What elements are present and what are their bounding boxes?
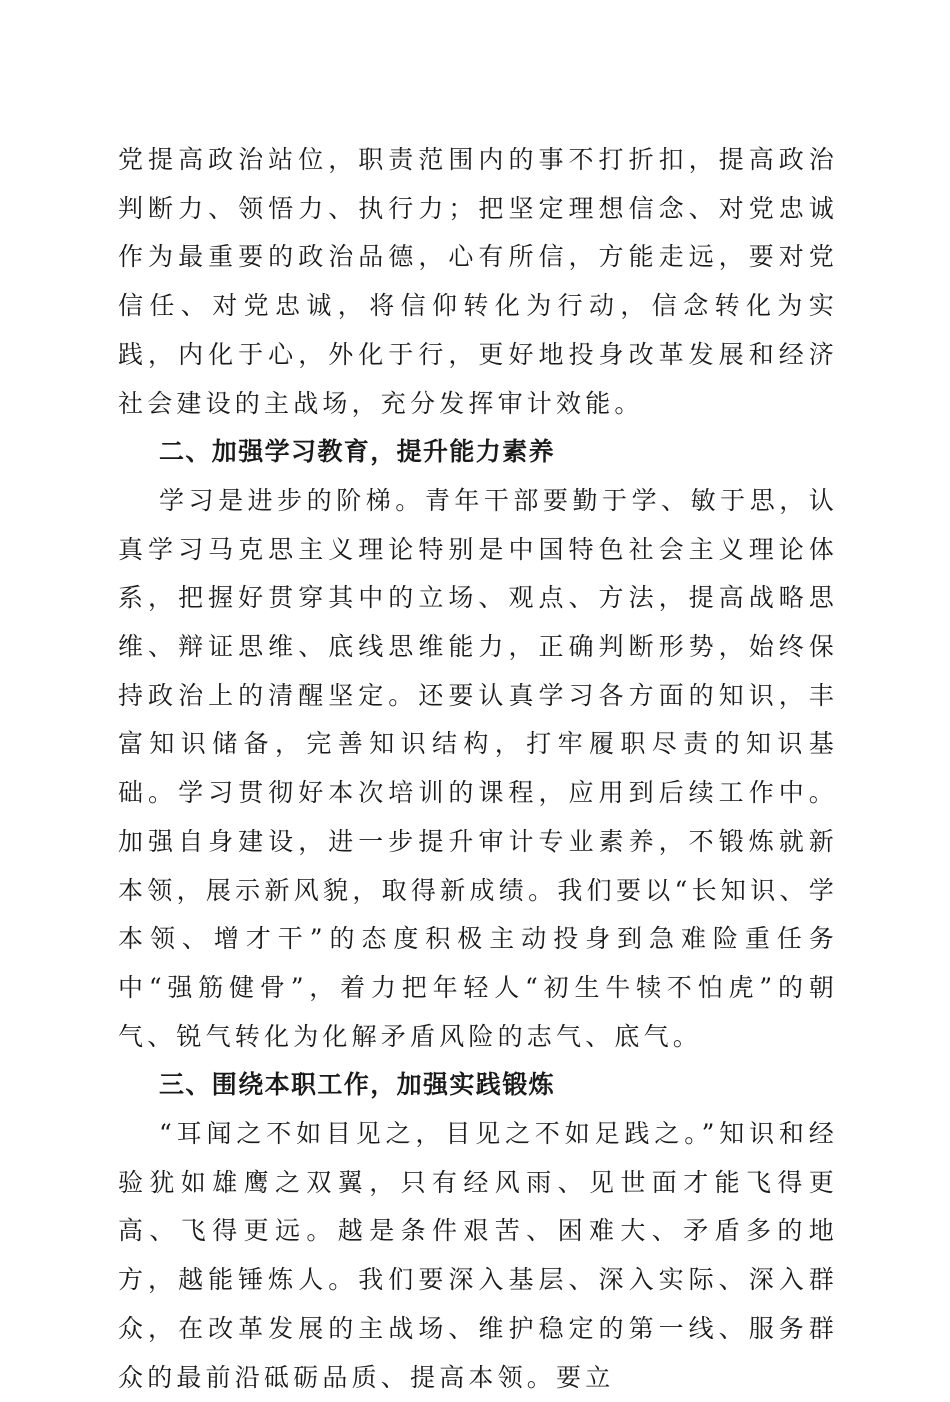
section-heading-study: 二、加强学习教育，提升能力素养 [159,437,556,467]
paragraph-political-loyalty: 党提高政治站位，职责范围内的事不打折扣，提高政治判断力、领悟力、执行力；把坚定理想信念、对党忠诚作为最重要的政治品德，心有所信，方能走远，要对党信任、对党忠诚，将信仰转化为行动，信念转化为实践，内化于心，外化于行，更好地投身改革发展和经济社会建设的主战场，充分发挥审计效能。 [118,145,838,418]
section-heading-practice: 三、围绕本职工作，加强实践锻炼 [159,1070,556,1100]
paragraph-practice-training: “耳闻之不如目见之，目见之不如足践之。”知识和经验犹如雄鹰之双翼，只有经风雨、见世面才能飞得更高、飞得更远。越是条件艰苦、困难大、矛盾多的地方，越能锤炼人。我们要深入基层、深入实际、深入群众，在改革发展的主战场、维护稳定的第一线、服务群众的最前沿砥砺品质、提高本领。要立 [118,1119,838,1392]
document-body [118,136,838,1402]
paragraph-study-education: 学习是进步的阶梯。青年干部要勤于学、敏于思，认真学习马克思主义理论特别是中国特色社会主义理论体系，把握好贯穿其中的立场、观点、方法，提高战略思维、辩证思维、底线思维能力，正确判断形势，始终保持政治上的清醒坚定。还要认真学习各方面的知识，丰富知识储备，完善知识结构，打牢履职尽责的知识基础。学习贯彻好本次培训的课程，应用到后续工作中。加强自身建设，进一步提升审计专业素养，不锻炼就新本领，展示新风貌，取得新成绩。我们要以“长知识、学本领、增才干”的态度积极主动投身到急难险重任务中“强筋健骨”，着力把年轻人“初生牛犊不怕虎”的朝气、锐气转化为化解矛盾风险的志气、底气。 [118,485,838,1051]
